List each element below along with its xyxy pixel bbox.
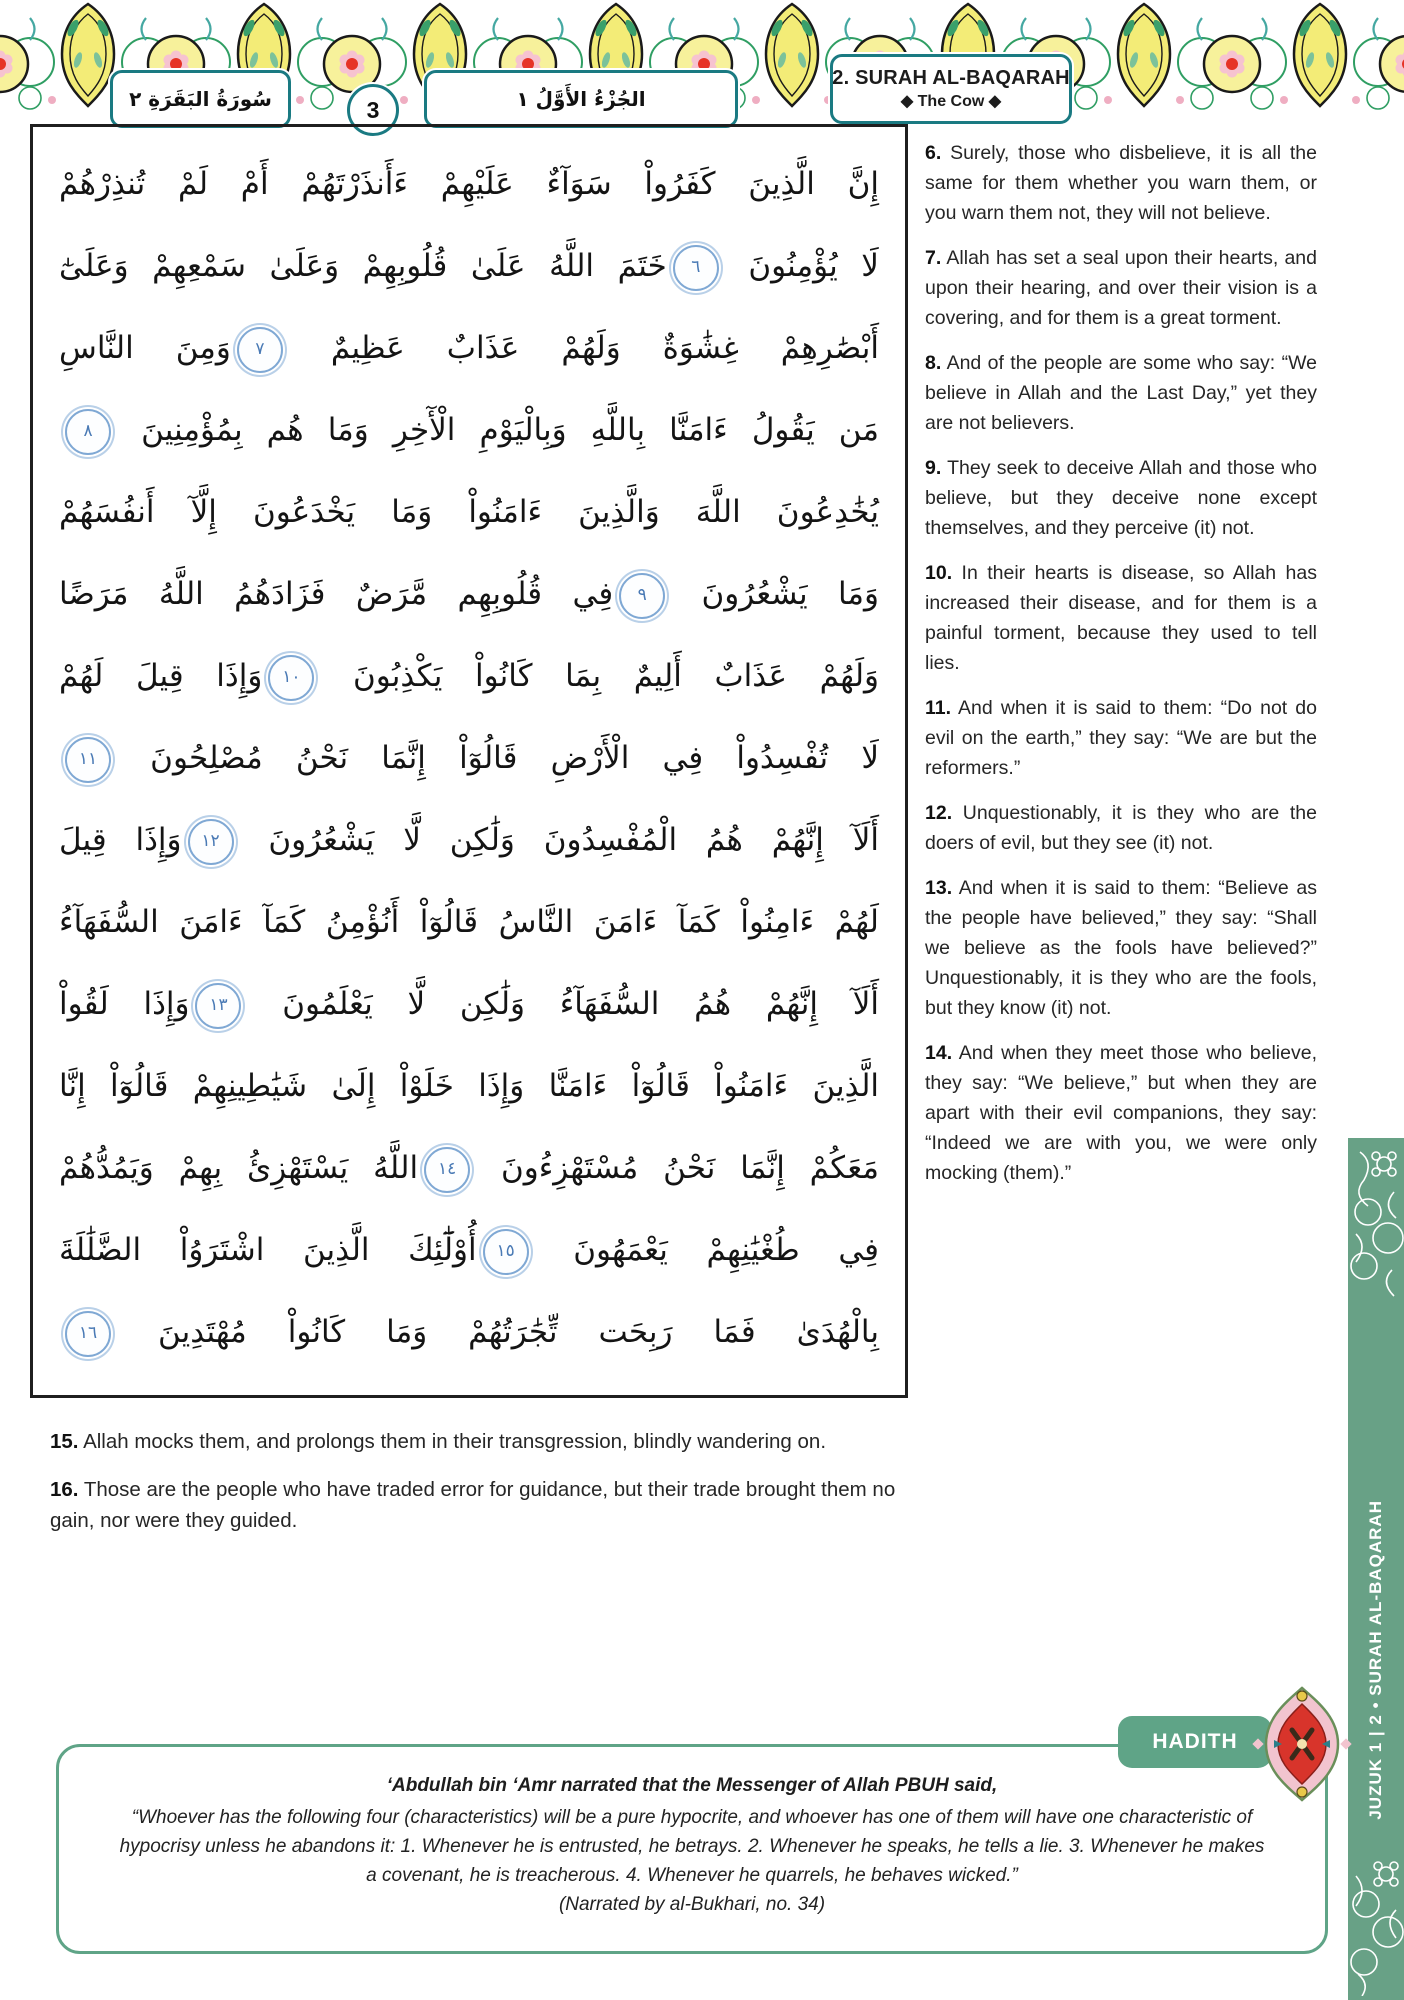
verse-text: Those are the people who have traded error for guidance, but their trade brought them no gain, nor were they guided. — [50, 1478, 896, 1532]
juz-sidebar — [1348, 1138, 1404, 2000]
verse-translation — [925, 243, 1317, 333]
quran-line: فِي طُغْيَٰنِهِمْ يَعْمَهُونَ ١٥أُوْلَٰٓئِكَ الَّذِينَ اشْتَرَوُاْ الضَّلَٰلَةَ — [59, 1209, 879, 1291]
quran-line: إِنَّ الَّذِينَ كَفَرُواْ سَوَآءٌ عَلَيْهِمْ ءَأَنذَرْتَهُمْ أَمْ لَمْ تُنذِرْهُمْ — [59, 166, 879, 202]
quran-line: لَهُمْ ءَامِنُواْ كَمَآ ءَامَنَ النَّاسُ قَالُوٓاْ أَنُؤْمِنُ كَمَآ ءَامَنَ السُّفَهَآءُ — [59, 904, 879, 940]
quran-line: لَا تُفْسِدُواْ فِي الْأَرْضِ قَالُوٓاْ إِنَّمَا نَحْنُ مُصْلِحُونَ ١١ — [59, 717, 879, 799]
verse-translation — [925, 453, 1317, 543]
verse-text: In their hearts is disease, so Allah has increased their disease, and for them is a painful torment, because they used to tell lies. — [925, 562, 1317, 674]
verse-number-medallion: ٧ — [237, 327, 283, 373]
verse-translation — [925, 693, 1317, 783]
verse-text: Allah has set a seal upon their hearts, and upon their hearing, and over their vision is a covering, and for them is a great torment. — [925, 247, 1317, 329]
verse-number-medallion: ٨ — [65, 409, 111, 455]
juz-badge-arabic — [424, 70, 738, 128]
hadith-narrator-line: ‘Abdullah bin ‘Amr narrated that the Messenger of Allah PBUH said, — [386, 1775, 998, 1796]
verse-translation — [925, 558, 1317, 678]
verse-number-medallion: ١٠ — [268, 655, 314, 701]
quran-line: يُخَٰدِعُونَ اللَّهَ وَالَّذِينَ ءَامَنُواْ وَمَا يَخْدَعُونَ إِلَّآ أَنفُسَهُمْ — [59, 494, 879, 530]
hadith-tag: HADITH — [1118, 1716, 1272, 1768]
page-number: 3 — [366, 96, 380, 123]
surah-title: 2. SURAH AL-BAQARAH — [832, 67, 1070, 89]
verse-number: 12. — [925, 802, 953, 824]
verse-number: 14. — [925, 1042, 953, 1064]
translation-column — [925, 138, 1317, 1203]
quran-line: أَلَآ إِنَّهُمْ هُمُ السُّفَهَآءُ وَلَٰكِن لَّا يَعْلَمُونَ ١٣وَإِذَا لَقُواْ — [59, 963, 879, 1045]
verse-translation — [925, 348, 1317, 438]
verse-number-medallion: ٦ — [673, 245, 719, 291]
verse-text: Unquestionably, it is they who are the doers of evil, but they see (it) not. — [925, 802, 1317, 854]
verse-text: Surely, those who disbelieve, it is all the same for them whether you warn them, or you warn them not, they will not believe. — [925, 142, 1317, 224]
verse-number-medallion: ١٤ — [424, 1147, 470, 1193]
verse-translation — [50, 1474, 910, 1536]
hadith-box — [56, 1744, 1328, 1954]
verse-translation — [925, 138, 1317, 228]
verse-number-medallion: ٩ — [619, 573, 665, 619]
verse-text: Allah mocks them, and prolongs them in their transgression, blindly wandering on. — [78, 1430, 827, 1453]
verse-text: And of the people are some who say: “We believe in Allah and the Last Day,” yet they are not believers. — [925, 352, 1317, 434]
verse-number: 11. — [925, 697, 952, 719]
verse-number-medallion: ١٣ — [195, 983, 241, 1029]
quran-line: أَلَآ إِنَّهُمْ هُمُ الْمُفْسِدُونَ وَلَٰكِن لَّا يَشْعُرُونَ ١٢وَإِذَا قِيلَ — [59, 799, 879, 881]
verse-text: And when they meet those who believe, they say: “We believe,” but when they are apart with their evil companions, they say: “Indeed we are with you, we were only mocking (them).” — [925, 1042, 1317, 1184]
quran-line: بِالْهُدَىٰ فَمَا رَبِحَت تِّجَٰرَتُهُمْ وَمَا كَانُواْ مُهْتَدِينَ ١٦ — [59, 1291, 879, 1373]
quran-line: وَمَا يَشْعُرُونَ ٩فِي قُلُوبِهِم مَّرَضٌ فَزَادَهُمُ اللَّهُ مَرَضًا — [59, 553, 879, 635]
sidebar-floral-ornament-top — [1348, 1142, 1404, 1302]
verse-number-medallion: ١٢ — [188, 819, 234, 865]
sidebar-juz-label: JUZUK 1 | 2 • SURAH AL-BAQARAH — [1366, 1500, 1385, 1820]
verse-translation — [50, 1426, 910, 1457]
verse-text: And when it is said to them: “Do not do evil on the earth,” they say: “We are but the reformers.” — [925, 697, 1317, 779]
hadith-source: (Narrated by al-Bukhari, no. 34) — [558, 1894, 826, 1915]
verse-number: 8. — [925, 352, 942, 374]
verse-number-medallion: ١١ — [65, 737, 111, 783]
verse-number: 16. — [50, 1478, 79, 1501]
verse-translation — [925, 798, 1317, 858]
verse-text: And when it is said to them: “Believe as the people have believed,” they say: “Shall we believe as the fools have believed?” Unquestionably, it is they who are the fools, but they know (it) not. — [925, 877, 1317, 1019]
surah-name-badge-arabic — [110, 70, 291, 128]
quran-line: مَن يَقُولُ ءَامَنَّا بِاللَّهِ وَبِالْيَوْمِ الْأٓخِرِ وَمَا هُم بِمُؤْمِنِينَ ٨ — [59, 389, 879, 471]
translation-bottom — [50, 1426, 910, 1553]
surah-name-arabic: سُورَةُ البَقَرَةِ ٢ — [129, 87, 272, 111]
hadith-ornament-medallion-icon — [1252, 1684, 1352, 1804]
quran-line: وَلَهُمْ عَذَابٌ أَلِيمٌ بِمَا كَانُواْ يَكْذِبُونَ ١٠وَإِذَا قِيلَ لَهُمْ — [59, 635, 879, 717]
quran-arabic-text-box — [30, 124, 908, 1398]
quran-line: الَّذِينَ ءَامَنُواْ قَالُوٓاْ ءَامَنَّا وَإِذَا خَلَوْاْ إِلَىٰ شَيَٰطِينِهِمْ قَالُوٓاْ إِنَّا — [59, 1068, 879, 1104]
juz-name-arabic: الجُزْءُ الأَوَّلُ ١ — [516, 87, 646, 111]
verse-number: 13. — [925, 877, 953, 899]
verse-number: 9. — [925, 457, 942, 479]
quran-line: مَعَكُمْ إِنَّمَا نَحْنُ مُسْتَهْزِءُونَ ١٤اللَّهُ يَسْتَهْزِئُ بِهِمْ وَيَمُدُّهُمْ — [59, 1127, 879, 1209]
verse-number-medallion: ١٥ — [483, 1229, 529, 1275]
surah-title-box — [830, 54, 1072, 124]
sidebar-floral-ornament-bottom — [1348, 1856, 1404, 1996]
verse-text: They seek to deceive Allah and those who believe, but they deceive none except themselves, and they perceive (it) not. — [925, 457, 1317, 539]
verse-number: 10. — [925, 562, 953, 584]
verse-number: 7. — [925, 247, 942, 269]
quran-line: لَا يُؤْمِنُونَ ٦خَتَمَ اللَّهُ عَلَىٰ قُلُوبِهِمْ وَعَلَىٰ سَمْعِهِمْ وَعَلَىٰٓ — [59, 225, 879, 307]
verse-translation — [925, 873, 1317, 1023]
hadith-text: “Whoever has the following four (characteristics) will be a pure hypocrite, and whoever has one of them will have one characteristic of hypocrisy unless he abandons it: 1. Whenever he is entrusted, he betrays. 2. Whenever he speaks, he tells a lie. 3. Whenever he makes a covenant, he is treacherous. 4. Whenever he quarrels, he behaves wicked.” — [119, 1807, 1265, 1886]
surah-subtitle: ◆ The Cow ◆ — [900, 93, 1002, 110]
quran-line: أَبْصَٰرِهِمْ غِشَٰوَةٌ وَلَهُمْ عَذَابٌ عَظِيمٌ ٧وَمِنَ النَّاسِ — [59, 307, 879, 389]
verse-number: 15. — [50, 1430, 79, 1453]
verse-translation — [925, 1038, 1317, 1188]
verse-number-medallion: ١٦ — [65, 1311, 111, 1357]
verse-number: 6. — [925, 142, 942, 164]
